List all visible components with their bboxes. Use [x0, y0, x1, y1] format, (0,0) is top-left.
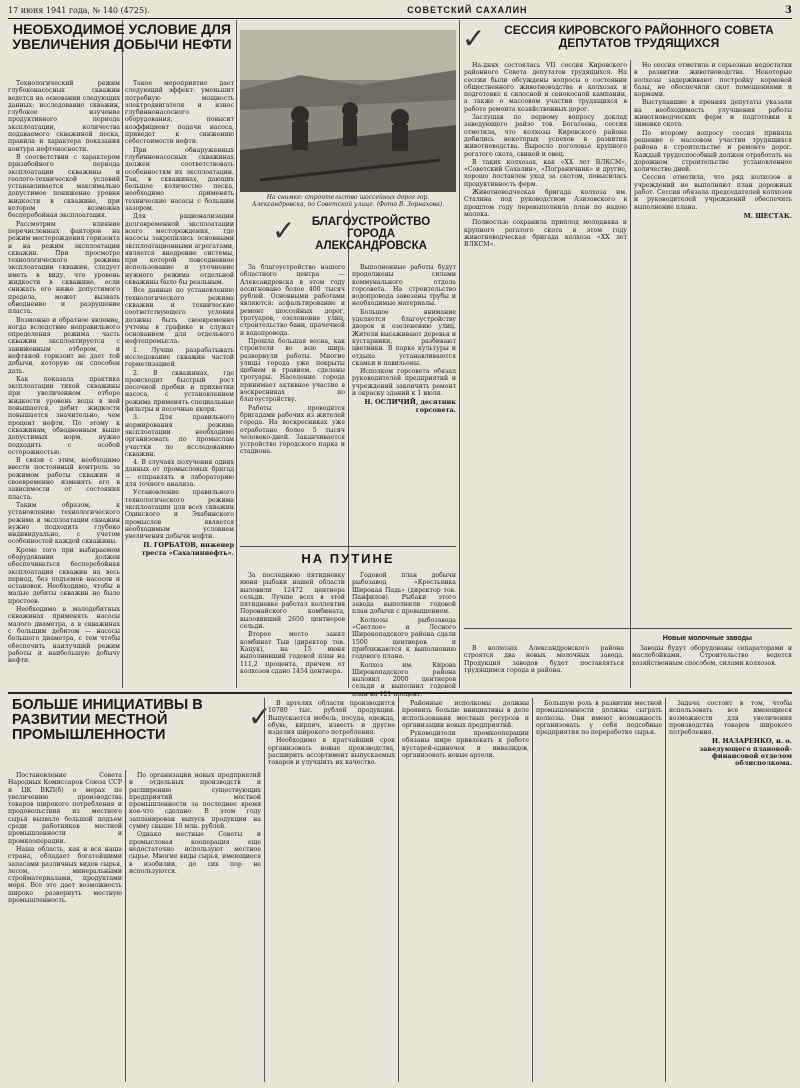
column-rule — [630, 60, 631, 688]
session-article-signature: М. ШЕСТАК. — [743, 211, 792, 220]
paragraph: За благоустройство нашего областного центра — Александровска в этом году ассигновано более 400 тысяч рублей. Основными работами являются: асфальтирование и ремонт шоссейных дорог, тротуаров, озеленение улиц, строительство бани, прачечной и водопровода. — [240, 264, 345, 337]
masthead — [8, 2, 792, 19]
paragraph: По организации новых предприятий и отдельных производств и расширению существующих предприятий местной промышленности за последнее время кое-что сделано. В этом году запланирован выпуск продукции на сумму свыше 10 млн. рублей. — [129, 772, 261, 831]
oil-article-col2 — [125, 80, 234, 688]
paragraph: Большое внимание уделяется благоустройству дворов и озеленению улиц. Жители высаживают деревья и кустарники, разбивают цветники. В парке культуры и отдыха устанавливаются скамьи и павильоны. — [352, 308, 456, 367]
industry-article-header — [12, 698, 248, 768]
oil-article-signature: П. ГОРБАТОВ, инженер треста «Сахалиннефть». — [141, 541, 234, 557]
paragraph: В соответствии с характером призабойного периода эксплоатации скважины и геолого-технической условий устанавливается максимально допустимое понижение уровня жидкости в скважине, при котором возможна бесперебойная эксплоатация. — [8, 153, 120, 220]
route-article-col2 — [352, 572, 456, 698]
column-rule — [348, 210, 349, 688]
route-article-header — [240, 552, 456, 570]
paragraph: В связи с этим, необходимо ввести постоянный контроль за режимом работы скважин и своевременно изменять его в зависимости от состояния пласта. — [8, 457, 120, 501]
paragraph: Установление правильного технологического режима эксплоатации для всех скважин Охинского и Эхабинского промыслов является необходимым условием увеличения добычи нефти. — [125, 489, 234, 541]
paragraph: В колхозах Александровского района строятся два новых молочных завода. Продукция заводов будет поставляться трудящимся города и района. — [464, 645, 624, 674]
paragraph: 4. В случаях получения одних данных от промысловых бригад — отправлять в лабораторию для точного анализа. — [125, 459, 234, 489]
paragraph: Задача состоит в том, чтобы использовать все имеющиеся возможности для увеличения производства товаров широкого потребления. — [669, 700, 792, 737]
paragraph: Животноводческая бригада колхоза им. Сталина под руководством Азизовского в прошлом году перевыполнила план по надою молока. — [464, 189, 627, 218]
paragraph: Работы проводятся бригадами рабочих из жителей города. На воскресниках уже отработано более 5 тысяч человеко-дней. Заканчивается устройство городского парка и стадиона. — [240, 404, 345, 456]
industry-article-col1 — [8, 772, 122, 1084]
paragraph: Однако местные Советы и промысловая кооперация еще недостаточно используют местное сырье. Многие виды сырья, имеющиеся в изобилии, до сих пор не используются. — [129, 831, 261, 875]
column-rule — [459, 20, 460, 688]
road-construction-photo — [240, 30, 456, 192]
paragraph: Для рационализации долговременной эксплоатации всего месторождения, где насосы закрепились основными эксплоатационными агрегатами, является внедрение системы, при которой повседневное использование и уточнение нужного режима отдельной скважины было бы реальным. — [125, 213, 234, 287]
oil-article-col1 — [8, 80, 120, 688]
paragraph: Колхозы рыбозавода «Светлое» и Лесного Широкопадского района сдали 1500 центнеров и приближаются к выполнению годового плана. — [352, 616, 456, 661]
paragraph: Возможно и обратное явление, когда вследствие неправильного определения режима часть скважин эксплоатируется с заниженным отбором, и нефтяной горизонт не дает той добычи, которую он способен дать. — [8, 316, 120, 375]
industry-article-col2 — [129, 772, 261, 1084]
paragraph: Но сессия отметила и серьезные недостатки в развитии животноводства. Некоторые колхозы задерживают постройку кормовой базы, не обеспечили скот помещениями и кормами. — [634, 62, 792, 99]
paragraph: Колхоз им. Кирова Широкопадского района выловил 2000 центнеров сельди и выполнил годовой план на 121 процент. — [352, 661, 456, 698]
column-rule — [236, 20, 237, 688]
paragraph: Необходимо в малодебитных скважинах применять насосы малого диаметра, а в скважинах с большим дебитом — насосы большого диаметра, с тем чтобы обеспечить наилучший режим работы и наибольшую добычу нефти. — [8, 606, 120, 665]
column-rule — [532, 698, 533, 1082]
session-article-col1 — [464, 62, 627, 622]
paragraph: Сессия отметила, что ряд колхозов и учреждений не выполняют план дорожных работ. Сессия обязала председателей колхозов и руководителей учреждений обеспечить выполнение плана. — [634, 174, 792, 211]
paragraph: По второму вопросу сессия приняла решение о массовом участии трудящихся района в строительстве и ремонте дорог. Каждый трудоспособный должен отработать на дорожном строительстве установленное количество дней. — [634, 129, 792, 174]
check-mark-glyph: ✓ — [272, 214, 296, 247]
paragraph: Районные исполкомы должны проявить больше инициативы в деле использования местных ресурсов и организации новых предприятий. — [402, 700, 529, 729]
paragraph: Заслушав по первому вопросу доклад заведующего райзо тов. Богатеева, сессия отметила, что колхозы Кировского района добились некоторых успехов в развитии животноводства. Выросло поголовье крупного рогатого скота, свиней и овец. — [464, 114, 627, 158]
paragraph: Заводы будут оборудованы сепараторами и маслобойками. Строительство ведется хозяйственным способом, силами колхозов. — [632, 645, 792, 667]
paragraph: Прошла большая весна, как строители во всю ширь развернули работы. Многие улицы города уже покрыты щебнем и гравием, сделаны тротуары. Население города принимает активное участие в воскресниках по благоустройству. — [240, 337, 345, 404]
paragraph: На-днях состоялась VII сессия Кировского районного Совета депутатов трудящихся. На сессии были обсуждены вопросы о состоянии общественного животноводства в колхозах и подготовке к силосной и сенокосной кампании, а также о массовом участии трудящихся в работе ремонта хозяйственных дорог. — [464, 62, 627, 113]
paragraph: Все данные по установлению технологического режима скважин и технические соответствующего условия должны быть своевременно учтены в графике и служат основанием для отдельного нефтепромысла. — [125, 287, 234, 346]
section-rule — [8, 692, 792, 694]
paragraph: В артелях области производится 10780 тыс. рублей продукции. Выпускается мебель, посуда, одежда, обувь, кирпич, известь и другие изделия широкого потребления. — [268, 700, 395, 737]
paragraph: 1. Лучше разрабатывать исследование скважин частой герметизацией. — [125, 346, 234, 369]
paragraph: За последнюю пятидневку июня рыбаки нашей области выловили 12472 центнера сельди. Лучше всех в этой пятидневке работал коллектив Поронайского комбината, выловивший 2650 центнеров сельди. — [240, 572, 345, 631]
column-rule — [665, 698, 666, 1082]
city-article-title: БЛАГОУСТРОЙСТВО ГОРОДА АЛЕКСАНДРОВСКА — [311, 216, 431, 253]
section-rule — [240, 546, 456, 547]
column-rule — [264, 698, 265, 1082]
industry-article-title: БОЛЬШЕ ИНИЦИАТИВЫ В РАЗВИТИИ МЕСТНОЙ ПРОМЫШЛЕННОСТИ — [12, 697, 203, 744]
paragraph: Годовой план добычи рыбозавод «Крестьянка Широкая Падь» (директор тов. Панфилов). Рыбаки этого завода выполнили годовой план добычи с превышением. — [352, 572, 456, 616]
oil-article-header — [8, 22, 236, 80]
session-article-header — [486, 24, 792, 60]
paragraph: Необходимо в кратчайший срок организовать новые производства, расширить ассортимент выпускаемых товаров и улучшить их качество. — [268, 737, 395, 767]
paragraph: Как показала практика эксплоатации тихой скважины при увеличенном отборе жидкости уровень воды в ней повышается, дебит жидкости повышается значительно, чем процент нефти. По этому к скважинам, обводненным выше допустимых норм, нужно подходить с особой осторожностью. — [8, 375, 120, 456]
section-rule — [464, 628, 792, 629]
dairy-article — [464, 632, 792, 688]
paragraph: Выполненные работы будут продолжены силами коммунального отдела горсовета. На строительство водопровода завезены трубы и необходимые материалы. — [352, 264, 456, 308]
photo-image — [240, 30, 456, 192]
paragraph: Таким образом, к установлению технологического режима и эксплоатации скважин нужно подходить глубоко индивидуально, с учетом особенностей каждой скважины. — [8, 501, 120, 546]
photo-caption: На снимке: строительство шоссейных дорог гор. Александровска, по Советской улице. (Фото В. Зорнахова). — [251, 194, 445, 208]
paragraph: Выступавшие в прениях депутаты указали на необходимость улучшения работы животноводческих ферм и подготовки к зимовке скота. — [634, 99, 792, 129]
paragraph: Исполком горсовета обязал руководителей предприятий и учреждений закончить ремонт и окраску зданий к 1 июля. — [352, 368, 456, 398]
paragraph: Кроме того при выбираемом оборудовании должен обеспечиваться бесперебойная эксплоатация скважин на весь период, без подъемов насосов и остановок. Необходимо, чтобы в малые дебиты скважин не было простоев. — [8, 546, 120, 605]
industry-article-col3 — [268, 700, 395, 1084]
oil-article-title: НЕОБХОДИМОЕ УСЛОВИЕ ДЛЯ УВЕЛИЧЕНИЯ ДОБЫЧИ НЕФТИ — [12, 21, 232, 52]
city-article-col2 — [352, 264, 456, 534]
paragraph: При обнаруженных глубиннонасосных скважинах должен соответствовать особенностям их эксплоатации. Так, в скважинах, дающих большое количество песка, необходимо применять технические насосы с большим зазором. — [125, 146, 234, 213]
issue-date: 17 июня 1941 года, № 140 (4725). — [8, 5, 150, 15]
paragraph: Наша область, как и вся наша страна, обладает богатейшими запасами различных видов сырья, лесом, минеральными стройматериалами, продуктами моря. Все это дает возможность широко развернуть местную промышленность. — [8, 845, 122, 905]
industry-article-col6 — [669, 700, 792, 1084]
page-number: 3 — [785, 4, 792, 16]
column-rule — [125, 770, 126, 1082]
paragraph: Второе место занял комбинат Тыв (директор тов. Кацук), на 15 июня выполнивший годовой план на 111,2 процента, причем от колхозов сдано 1454 центнера. — [240, 631, 345, 675]
industry-article-col4 — [402, 700, 529, 1084]
paragraph: Такое мероприятие дает следующий эффект: уменьшит потребную мощность электродвигателя и износ глубиннонасосного оборудования, повысит коэффициент подачи насоса, приведет к снижению себестоимости нефти. — [125, 80, 234, 146]
column-rule — [398, 698, 399, 1082]
paragraph: В таких колхозах, как «XX лет ВЛКСМ», «Советский Сахалин», «Пограничник» и другие, хорошо поставлен уход за скотом, повысилась продуктивность ферм. — [464, 158, 627, 188]
dairy-article-title: Новые молочные заводы — [662, 635, 752, 642]
paragraph: Большую роль в развитии местной промышленности должны сыграть колхозы. Они имеют возможность организовать у себя подсобные предприятия по переработке сырья. — [536, 700, 662, 737]
route-article-title: НА ПУТИНЕ — [301, 551, 395, 566]
city-article-header — [296, 216, 446, 260]
check-mark-glyph: ✓ — [248, 700, 272, 733]
city-article-signature: Н. ОСЛИЧИЙ, десятник горсовета. — [364, 398, 456, 414]
paragraph: Технологический режим глубоконасосных скважин ведется на основании следующих данных: исследование скважин, глубокое изучение продуктивного периода эксплоатации, количества подаваемого скважиной песка, правила и характера показания контура нефтеносности. — [8, 80, 120, 153]
paragraph: Рассмотрим влияние перечисленных факторов на режим месторождения горизонта и на режим эксплоатации скважин. При просмотре технологического режима эксплоатации скважин, следует иметь в виду, что уровень жидкости в скважине, если снижать его ниже допустимого предела, может вызвать обводнение и разрушение пласта. — [8, 220, 120, 316]
column-rule — [122, 20, 123, 688]
route-article-col1 — [240, 572, 345, 688]
paragraph: Полностью сохранила приплод молодняка и крупного рогатого скота в этом году животноводческая бригада колхоза «XX лет ВЛКСМ». — [464, 219, 627, 249]
industry-article-col5 — [536, 700, 662, 1084]
paper-name: СОВЕТСКИЙ САХАЛИН — [407, 5, 528, 15]
session-article-title: СЕССИЯ КИРОВСКОГО РАЙОННОГО СОВЕТА ДЕПУТАТОВ ТРУДЯЩИХСЯ — [504, 23, 774, 50]
industry-article-signature: Н. НАЗАРЕНКО, и. о. заведующего плановой-финансовой отделом облисполкома. — [699, 737, 792, 768]
paragraph: Постановление Совета Народных Комиссаров Союза ССР и ЦК ВКП(б) о мерах по увеличению производства товаров широкого потребления и продовольствия из местного сырья вызвало большой подъем среди работников местной промышленности и промкооперации. — [8, 772, 122, 845]
city-article-col1 — [240, 264, 345, 534]
paragraph: 2. В скважинах, где происходит быстрый рост песочной пробки и прихватки насоса, с установлением режима применять специальные фильтры и песочные якоря. — [125, 369, 234, 414]
check-mark-glyph: ✓ — [462, 22, 486, 55]
paragraph: Руководители промкооперации обязаны шире привлекать к работе кустарей-одиночек и инвалидов, организовать новые артели. — [402, 730, 529, 760]
session-article-col2 — [634, 62, 792, 622]
paragraph: 3. Для правильного нормирования режима эксплоатации необходимо организовать по промыслам участки по исследованию скважин. — [125, 414, 234, 458]
